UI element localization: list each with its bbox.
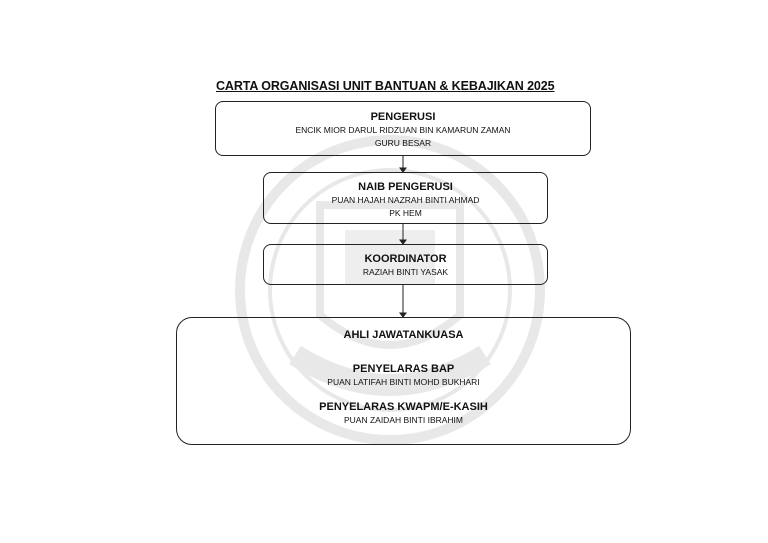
naib-pengerusi-box [263,172,548,224]
member-name: PUAN ZAIDAH BINTI IBRAHIM [343,415,463,425]
chart-title: CARTA ORGANISASI UNIT BANTUAN & KEBAJIKAN 2025 [216,79,555,93]
pengerusi-name: ENCIK MIOR DARUL RIDZUAN BIN KAMARUN ZAMAN [295,125,511,135]
pengerusi-box [215,101,591,156]
member-name: PUAN LATIFAH BINTI MOHD BUKHARI [327,377,480,387]
member-role: PENYELARAS BAP [352,363,455,375]
koordinator-name: RAZIAH BINTI YASAK [362,267,449,277]
koordinator-heading: KOORDINATOR [364,253,447,265]
pengerusi-position: GURU BESAR [374,138,432,148]
koordinator-box [263,244,548,285]
naib-pengerusi-name: PUAN HAJAH NAZRAH BINTI AHMAD [331,195,480,205]
naib-pengerusi-heading: NAIB PENGERUSI [358,181,453,193]
pengerusi-heading: PENGERUSI [370,111,436,123]
member-role: PENYELARAS KWAPM/E-KASIH [319,401,488,413]
naib-pengerusi-position: PK HEM [389,208,422,218]
ahli-heading: AHLI JAWATANKUASA [343,329,464,341]
ahli-jawatankuasa-box [176,317,631,445]
